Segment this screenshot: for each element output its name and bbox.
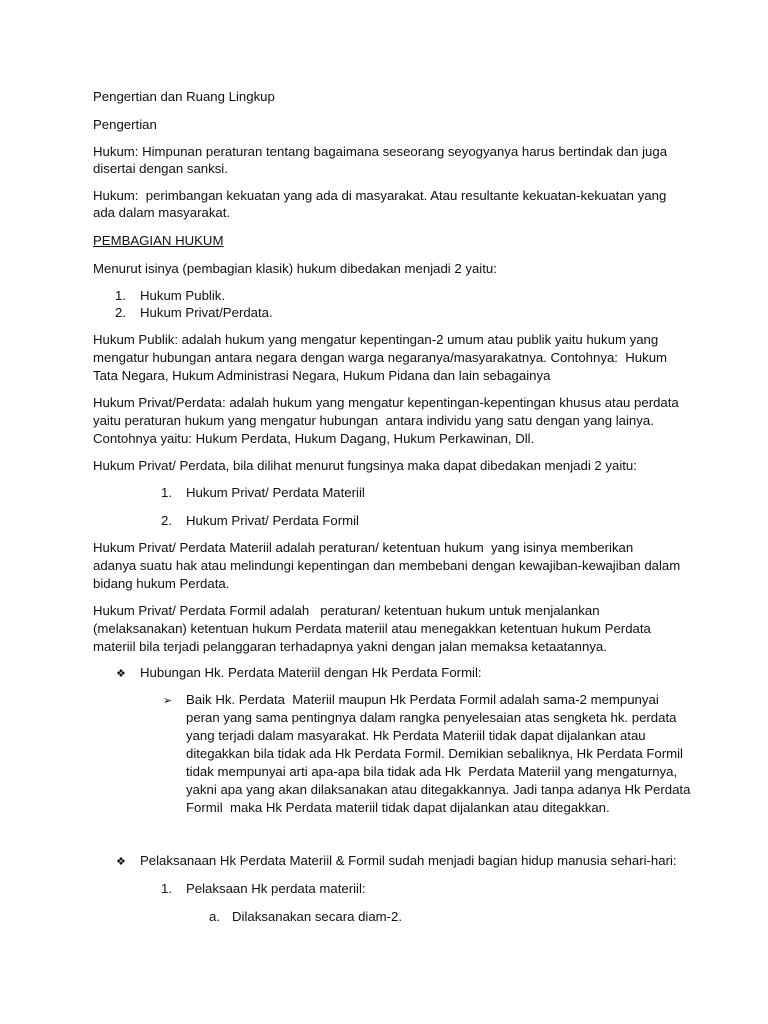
diamond-bullet-icon: ❖ xyxy=(116,667,126,680)
publik-paragraph-line: Tata Negara, Hukum Administrasi Negara, Hukum Pidana dan lain sebagainya xyxy=(93,368,551,383)
sub-bullet-line: tidak mempunyai arti apa-apa bila tidak ada Hk Perdata Materiil yang mengaturnya, xyxy=(186,764,678,779)
list-item: Hukum Publik. xyxy=(140,288,226,303)
arrow-bullet-icon: ➢ xyxy=(163,694,173,707)
sub-bullet-line: yakni apa yang akan dilaksanakan atau ditegakkannya. Jadi tanpa adanya Hk Perdata xyxy=(186,782,691,797)
list-letter: a. xyxy=(209,909,220,924)
list-item: Dilaksanakan secara diam-2. xyxy=(232,909,403,924)
diamond-bullet-icon: ❖ xyxy=(116,855,126,868)
materiil-paragraph-line: bidang hukum Perdata. xyxy=(93,576,230,591)
privat-paragraph-line: Contohnya yaitu: Hukum Perdata, Hukum Dagang, Hukum Perkawinan, Dll. xyxy=(93,431,535,446)
formil-paragraph-line: Hukum Privat/ Perdata Formil adalah peraturan/ ketentuan hukum untuk menjalankan xyxy=(93,603,600,618)
intro-text: Menurut isinya (pembagian klasik) hukum dibedakan menjadi 2 yaitu: xyxy=(93,261,497,276)
list-item: Pelaksaan Hk perdata materiil: xyxy=(186,881,366,896)
list-item: Hukum Privat/Perdata. xyxy=(140,305,273,320)
section-heading: PEMBAGIAN HUKUM xyxy=(93,233,224,248)
sub-bullet-line: peran yang sama pentingnya dalam rangka penyelesaian atas sengketa hk. perdata xyxy=(186,710,677,725)
publik-paragraph-line: mengatur hubungan antara negara dengan warga negaranya/masyarakatnya. Contohnya: Hukum xyxy=(93,350,668,365)
sub-bullet-line: Baik Hk. Perdata Materiil maupun Hk Perdata Formil adalah sama-2 mempunyai xyxy=(186,692,659,707)
definition-2-line: Hukum: perimbangan kekuatan yang ada di masyarakat. Atau resultante kekuatan-kekuatan yang xyxy=(93,188,667,203)
definition-1-line: Hukum: Himpunan peraturan tentang bagaimana seseorang seyogyanya harus bertindak dan juga xyxy=(93,144,668,159)
sub-bullet-line: ditegakkan bila tidak ada Hk Perdata Formil. Demikian sebaliknya, Hk Perdata Formil xyxy=(186,746,683,761)
privat-paragraph-line: yaitu peraturan hukum yang mengatur hubungan antara individu yang satu dengan yang lainya. xyxy=(93,413,654,428)
sub-bullet-line: yang terjadi dalam masyarakat. Hk Perdata Materiil tidak dapat dijalankan atau xyxy=(186,728,646,743)
formil-paragraph-line: (melaksanakan) ketentuan hukum Perdata materiil atau menegakkan ketentuan hukum Perdata xyxy=(93,621,651,636)
document-title: Pengertian dan Ruang Lingkup xyxy=(93,89,275,104)
definition-2-line: ada dalam masyarakat. xyxy=(93,205,231,220)
materiil-paragraph-line: Hukum Privat/ Perdata Materiil adalah peraturan/ ketentuan hukum yang isinya memberikan xyxy=(93,540,634,555)
definition-1-line: disertai dengan sanksi. xyxy=(93,161,228,176)
fungsi-intro: Hukum Privat/ Perdata, bila dilihat menurut fungsinya maka dapat dibedakan menjadi 2 yaitu: xyxy=(93,458,637,473)
privat-paragraph-line: Hukum Privat/Perdata: adalah hukum yang mengatur kepentingan-kepentingan khusus atau perdata xyxy=(93,395,679,410)
list-item: Hukum Privat/ Perdata Formil xyxy=(186,513,359,528)
list-number: 1. xyxy=(115,288,126,303)
list-number: 1. xyxy=(161,881,172,896)
list-number: 2. xyxy=(115,305,126,320)
publik-paragraph-line: Hukum Publik: adalah hukum yang mengatur kepentingan-2 umum atau publik yaitu hukum yang xyxy=(93,332,659,347)
bullet-text: Hubungan Hk. Perdata Materiil dengan Hk Perdata Formil: xyxy=(140,665,482,680)
bullet-text: Pelaksanaan Hk Perdata Materiil & Formil sudah menjadi bagian hidup manusia sehari-hari: xyxy=(140,853,677,868)
heading-pengertian: Pengertian xyxy=(93,117,157,132)
formil-paragraph-line: materiil bila terjadi pelanggaran terhadapnya yakni dengan jalan memaksa ketaatannya. xyxy=(93,639,607,654)
list-number: 1. xyxy=(161,485,172,500)
list-item: Hukum Privat/ Perdata Materiil xyxy=(186,485,365,500)
sub-bullet-line: Formil maka Hk Perdata materiil tidak dapat dijalankan atau ditegakkan. xyxy=(186,800,610,815)
list-number: 2. xyxy=(161,513,172,528)
materiil-paragraph-line: adanya suatu hak atau melindungi kepentingan dan membebani dengan kewajiban-kewajiban dalam xyxy=(93,558,681,573)
